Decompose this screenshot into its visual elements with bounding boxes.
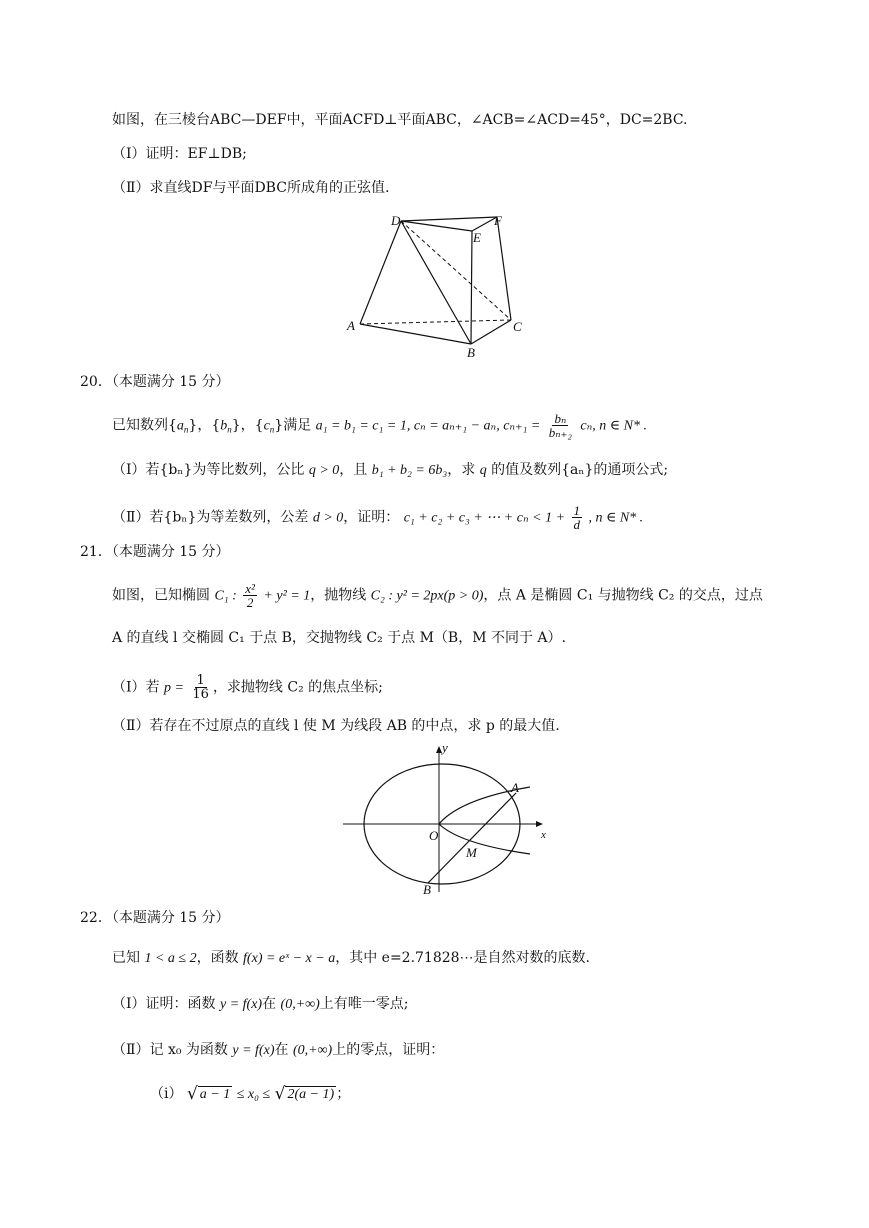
frustum-figure xyxy=(335,205,535,365)
edge-DC-hidden xyxy=(401,221,511,320)
label-M: M xyxy=(466,845,477,860)
label-D: D xyxy=(391,213,401,228)
edge-DE xyxy=(401,221,472,231)
p22-part1: （Ⅰ）证明：函数 y = f(x)在 (0,+∞)上有唯一零点; xyxy=(112,996,409,1012)
p21-part1: （Ⅰ）若 p = $\frac{1}{16}$ ，求抛物线 C₂ 的焦点坐标; xyxy=(112,673,383,702)
edge-AD xyxy=(360,221,401,324)
label-A: A xyxy=(511,780,519,795)
p19-intro: 如图，在三棱台ABC—DEF中，平面ACFD⊥平面ABC，∠ACB=∠ACD=45°，DC=2BC. xyxy=(112,112,688,128)
edge-BC xyxy=(471,320,511,344)
label-A: A xyxy=(347,318,355,333)
p22-part2: （Ⅱ）记 x₀ 为函数 y = f(x)在 (0,+∞)上的零点，证明： xyxy=(112,1042,445,1058)
ellipse-parabola-figure xyxy=(340,742,560,897)
p22-header: 22．（本题满分 15 分） xyxy=(80,910,230,926)
label-E: E xyxy=(473,230,481,245)
p20-header: 20．（本题满分 15 分） xyxy=(80,374,230,390)
p20-part2: （Ⅱ）若{bₙ}为等差数列，公差 d > 0，证明： c₁ + c₂ + c₃ + ⋯ + cₙ < 1 + $\frac{1}{d}$ , n ∈ N* . xyxy=(112,503,644,532)
edge-FC xyxy=(497,217,511,320)
label-x: x xyxy=(541,829,546,841)
label-O: O xyxy=(429,828,439,843)
edge-DB xyxy=(401,221,471,344)
label-y: y xyxy=(442,742,448,755)
label-F: F xyxy=(494,213,502,228)
label-C: C xyxy=(513,319,522,334)
edge-AC-hidden xyxy=(360,320,511,324)
p20-intro: 已知数列$\{a_n\}$，$\{b_n\}$，$\{c_n\}$满足 a₁ = b₁ = c₁ = 1, cₙ = aₙ₊₁ − aₙ, cₙ₊₁ = $\frac{\text{bₙ}}{\text{bₙ₊₂}}$ cₙ, n ∈ N* . xyxy=(112,411,647,440)
p22-subpart-i: （ⅰ） √ a − 1 ≤ x₀ ≤ √ 2(a − 1) ； xyxy=(150,1084,351,1104)
p21-header: 21．（本题满分 15 分） xyxy=(80,544,230,560)
edge-DF xyxy=(401,217,497,221)
p19-part2: （Ⅱ）求直线DF与平面DBC所成角的正弦值. xyxy=(112,180,390,196)
p19-part1: （Ⅰ）证明：EF⊥DB; xyxy=(112,146,247,162)
label-B: B xyxy=(467,345,475,360)
p21-intro: 如图，已知椭圆 C₁ : $\frac{\text{x²}}{2}$ + y² = 1，抛物线 C₂ : y² = 2px(p > 0)，点 A 是椭圆 C₁ 与抛物线 C₂ 的交点，过点 xyxy=(112,581,763,610)
p22-intro: 已知 1 < a ≤ 2，函数 f(x) = eˣ − x − a，其中 e=2.71828⋯是自然对数的底数. xyxy=(112,950,591,966)
line-l xyxy=(428,793,516,883)
p20-part1: （Ⅰ）若{bₙ}为等比数列，公比 q > 0，且 b₁ + b₂ = 6b₃，求 q 的值及数列{aₙ}的通项公式; xyxy=(112,462,669,478)
edge-AB xyxy=(360,324,471,344)
x-axis-arrow xyxy=(536,821,543,827)
p21-part2: （Ⅱ）若存在不过原点的直线 l 使 M 为线段 AB 的中点，求 p 的最大值. xyxy=(112,718,560,734)
edge-EB xyxy=(471,231,472,344)
p21-intro-cont: A 的直线 l 交椭圆 C₁ 于点 B，交抛物线 C₂ 于点 M（B，M 不同于 A）. xyxy=(112,630,566,646)
label-B: B xyxy=(423,882,431,897)
